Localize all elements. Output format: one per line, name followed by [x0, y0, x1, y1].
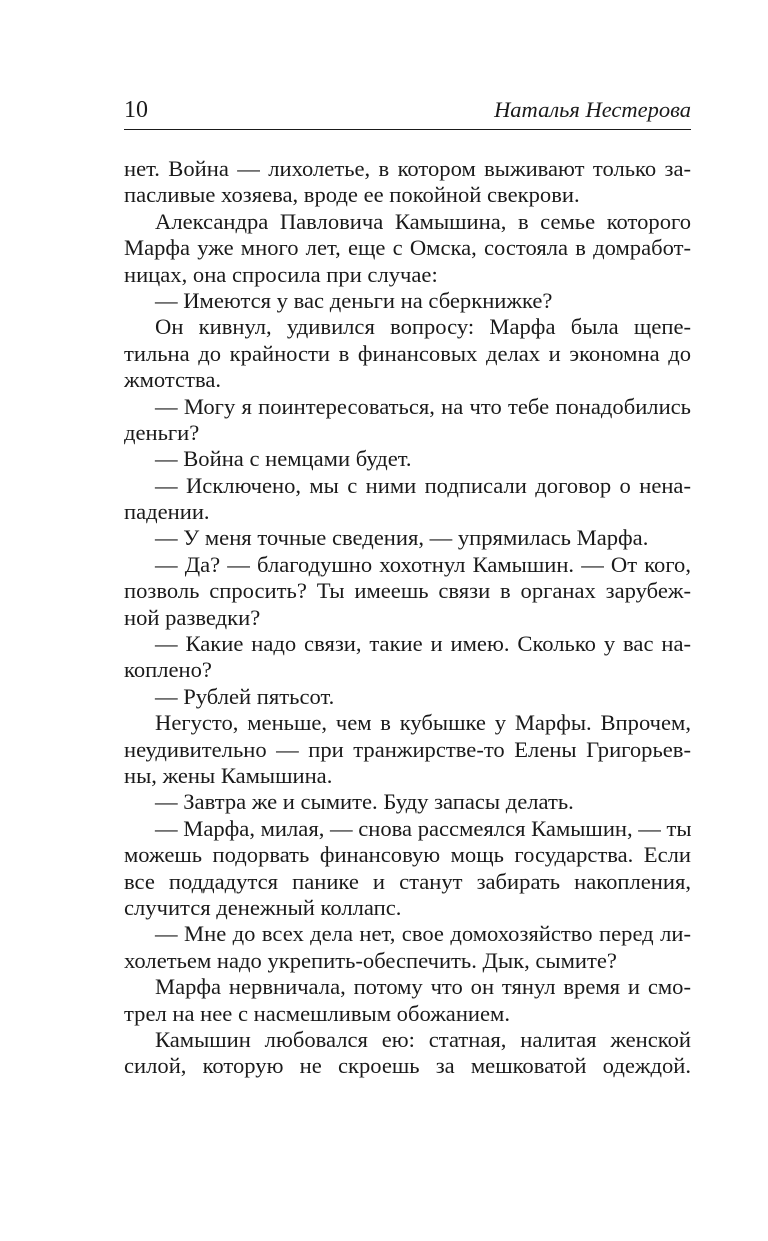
running-header [124, 96, 691, 130]
running-head-author: Наталья Нестерова [494, 97, 691, 122]
paragraph [124, 525, 691, 551]
text-line: падении. [124, 499, 210, 525]
text-line: тильна до крайности в финансовых делах и экономна до [124, 340, 691, 366]
text-line: пасливые хозяева, вроде ее покойной свекрови. [124, 182, 580, 208]
paragraph [124, 710, 691, 789]
text-line: деньги? [124, 419, 200, 445]
paragraph [124, 473, 691, 526]
text-line: все поддадутся панике и станут забирать накопления, [124, 868, 691, 894]
paragraph [124, 394, 691, 447]
text-line: силой, которую не скроешь за мешковатой одеждой. [124, 1053, 691, 1079]
body-text [124, 156, 691, 1080]
text-line: позволь спросить? Ты имеешь связи в органах зарубеж- [124, 578, 691, 604]
text-line: Александра Павловича Камышина, в семье которого [155, 208, 691, 234]
text-line: — Имеются у вас деньги на сберкнижке? [155, 287, 553, 313]
text-line: коплено? [124, 657, 212, 683]
text-line: — Исключено, мы с ними подписали договор о нена- [155, 472, 691, 498]
text-line: Он кивнул, удивился вопросу: Марфа была щепе- [155, 314, 691, 340]
text-line: Камышин любовался ею: статная, налитая женской [155, 1026, 691, 1052]
text-line: — Какие надо связи, такие и имею. Сколько у вас на- [155, 631, 691, 657]
paragraph [124, 446, 691, 472]
book-page [124, 96, 691, 1080]
text-line: — Могу я поинтересоваться, на что тебе понадобились [155, 393, 691, 419]
paragraph [124, 631, 691, 684]
text-line: жмотства. [124, 367, 222, 393]
paragraph [124, 156, 691, 209]
text-line: ницах, она спросила при случае: [124, 261, 438, 287]
page-number: 10 [124, 97, 148, 123]
text-line: можешь подорвать финансовую мощь государства. Если [124, 842, 691, 868]
paragraph [124, 1027, 691, 1080]
text-line: Марфа уже много лет, еще с Омска, состояла в домработ- [124, 235, 691, 261]
text-line: — Завтра же и сымите. Буду запасы делать. [155, 789, 574, 815]
text-line: ной разведки? [124, 604, 261, 630]
text-line: — Марфа, милая, — снова рассмеялся Камышин, — ты [155, 815, 692, 841]
text-line: — Война с немцами будет. [155, 446, 412, 472]
text-line: холетьем надо укрепить-обеспечить. Дык, сымите? [124, 947, 617, 973]
paragraph [124, 789, 691, 815]
paragraph [124, 314, 691, 393]
paragraph [124, 552, 691, 631]
text-line: трел на нее с насмешливым обожанием. [124, 1000, 510, 1026]
paragraph [124, 974, 691, 1027]
paragraph [124, 684, 691, 710]
text-line: нет. Война — лихолетье, в котором выживают только за- [124, 156, 691, 181]
text-line: Марфа нервничала, потому что он тянул время и смо- [155, 974, 691, 1000]
text-line: — Рублей пятьсот. [155, 683, 335, 709]
text-line: Негусто, меньше, чем в кубышке у Марфы. Впрочем, [155, 710, 691, 736]
paragraph [124, 209, 691, 288]
paragraph [124, 921, 691, 974]
text-line: ны, жены Камышина. [124, 762, 333, 788]
paragraph [124, 288, 691, 314]
text-line: случится денежный коллапс. [124, 894, 402, 920]
text-line: — Мне до всех дела нет, свое домохозяйство перед ли- [155, 921, 691, 947]
paragraph [124, 816, 691, 922]
text-line: — У меня точные сведения, — упрямилась Марфа. [155, 525, 649, 551]
text-line: неудивительно — при транжирстве-то Елены Григорьев- [124, 736, 691, 762]
text-line: — Да? — благодушно хохотнул Камышин. — От кого, [155, 551, 691, 577]
